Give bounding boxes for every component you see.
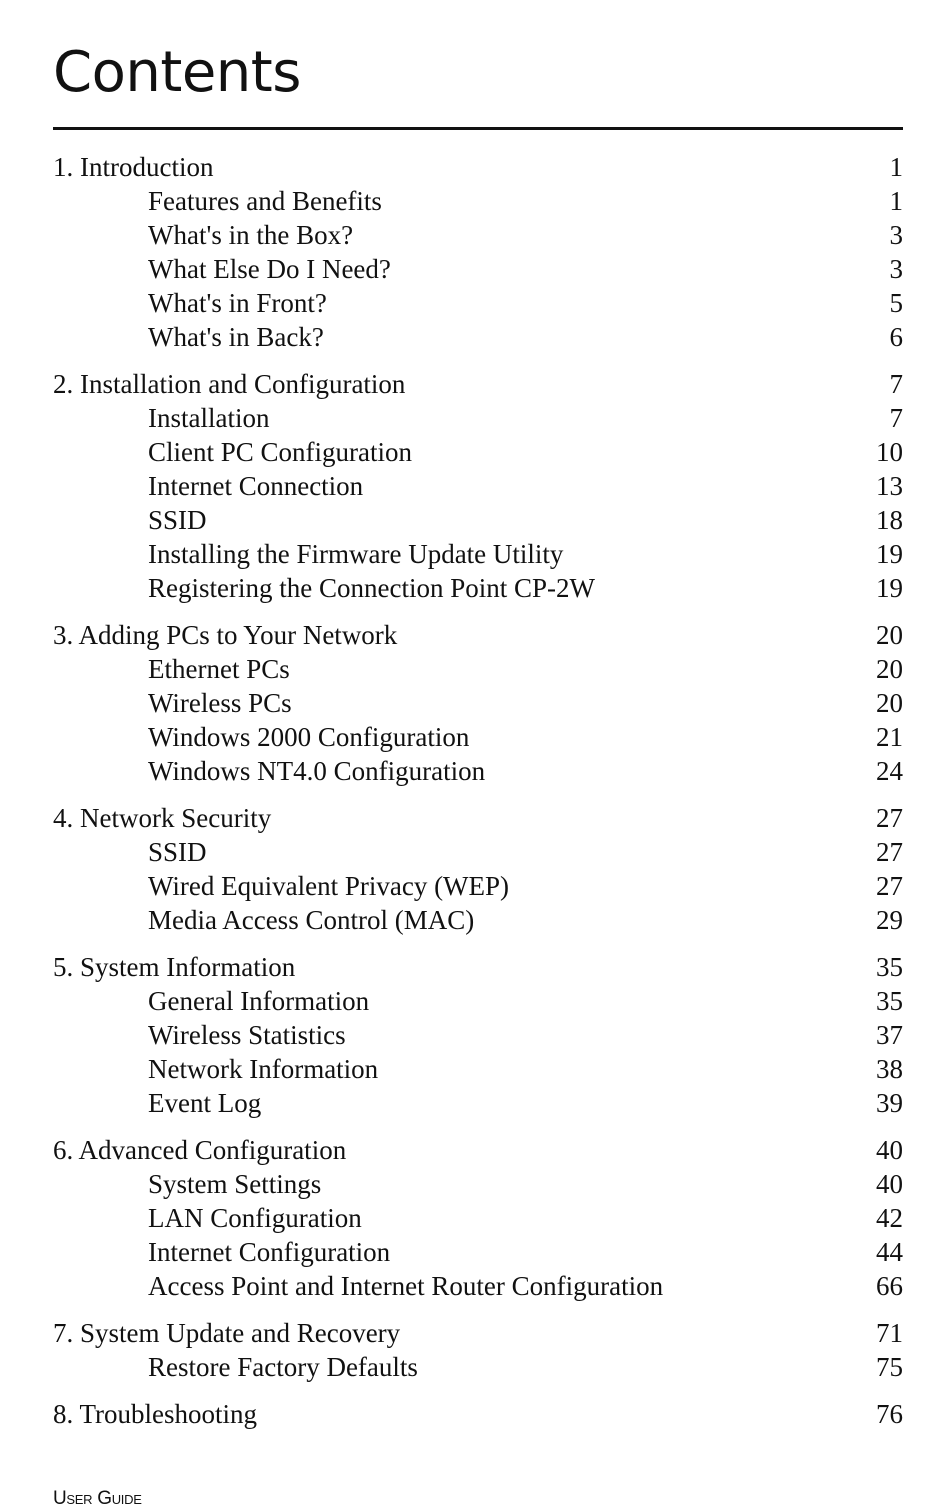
subsection-page-number: 27 [876, 837, 903, 867]
toc-subsection-entry[interactable] [53, 286, 903, 320]
subsection-title: Access Point and Internet Router Configuration [148, 1271, 664, 1301]
toc-subsection-entry[interactable] [53, 1201, 903, 1235]
toc-subsection-entry[interactable] [53, 1052, 903, 1086]
subsection-title: Windows 2000 Configuration [148, 722, 470, 752]
toc-subsection-entry[interactable] [53, 720, 903, 754]
page-footer: User Guide [53, 1488, 142, 1509]
subsection-page-number: 20 [876, 688, 903, 718]
chapter-page-number: 40 [876, 1135, 903, 1165]
subsection-title: Client PC Configuration [148, 437, 413, 467]
chapter-title: 3. Adding PCs to Your Network [53, 620, 398, 650]
toc-chapter-entry[interactable] [53, 1133, 903, 1167]
subsection-page-number: 37 [876, 1020, 903, 1050]
subsection-title: Windows NT4.0 Configuration [148, 756, 486, 786]
subsection-title: SSID [148, 837, 207, 867]
toc-subsection-entry[interactable] [53, 835, 903, 869]
subsection-page-number: 3 [889, 254, 903, 284]
chapter-page-number: 1 [889, 152, 903, 182]
page-title: Contents [53, 40, 301, 105]
toc-subsection-entry[interactable] [53, 1269, 903, 1303]
subsection-page-number: 27 [876, 871, 903, 901]
toc-section [53, 801, 903, 937]
chapter-title: 6. Advanced Configuration [53, 1135, 347, 1165]
subsection-title: LAN Configuration [148, 1203, 362, 1233]
toc-subsection-entry[interactable] [53, 754, 903, 788]
subsection-title: Wired Equivalent Privacy (WEP) [148, 871, 510, 901]
subsection-title: What's in Back? [148, 322, 324, 352]
table-of-contents [53, 150, 903, 1444]
subsection-page-number: 29 [876, 905, 903, 935]
subsection-page-number: 19 [876, 539, 903, 569]
subsection-title: Media Access Control (MAC) [148, 905, 475, 935]
toc-chapter-entry[interactable] [53, 1316, 903, 1350]
toc-subsection-entry[interactable] [53, 903, 903, 937]
subsection-title: Wireless PCs [148, 688, 292, 718]
toc-chapter-entry[interactable] [53, 1397, 903, 1431]
subsection-page-number: 3 [889, 220, 903, 250]
chapter-page-number: 71 [876, 1318, 903, 1348]
toc-subsection-entry[interactable] [53, 1167, 903, 1201]
chapter-page-number: 27 [876, 803, 903, 833]
subsection-page-number: 1 [889, 186, 903, 216]
subsection-title: Installation [148, 403, 270, 433]
toc-subsection-entry[interactable] [53, 537, 903, 571]
toc-subsection-entry[interactable] [53, 984, 903, 1018]
subsection-title: What's in Front? [148, 288, 327, 318]
subsection-title: Internet Connection [148, 471, 364, 501]
subsection-title: Network Information [148, 1054, 379, 1084]
toc-subsection-entry[interactable] [53, 869, 903, 903]
chapter-title: 5. System Information [53, 952, 296, 982]
chapter-title: 2. Installation and Configuration [53, 369, 406, 399]
subsection-page-number: 18 [876, 505, 903, 535]
toc-subsection-entry[interactable] [53, 401, 903, 435]
subsection-title: Features and Benefits [148, 186, 382, 216]
subsection-page-number: 38 [876, 1054, 903, 1084]
chapter-title: 7. System Update and Recovery [53, 1318, 401, 1348]
toc-chapter-entry[interactable] [53, 618, 903, 652]
subsection-page-number: 24 [876, 756, 903, 786]
toc-subsection-entry[interactable] [53, 184, 903, 218]
title-divider [53, 127, 903, 130]
toc-section [53, 1397, 903, 1431]
subsection-title: Internet Configuration [148, 1237, 391, 1267]
toc-section [53, 367, 903, 605]
toc-subsection-entry[interactable] [53, 652, 903, 686]
subsection-page-number: 7 [889, 403, 903, 433]
toc-subsection-entry[interactable] [53, 503, 903, 537]
toc-subsection-entry[interactable] [53, 1086, 903, 1120]
subsection-page-number: 19 [876, 573, 903, 603]
subsection-page-number: 35 [876, 986, 903, 1016]
toc-subsection-entry[interactable] [53, 1235, 903, 1269]
subsection-title: System Settings [148, 1169, 322, 1199]
toc-section [53, 618, 903, 788]
subsection-page-number: 20 [876, 654, 903, 684]
chapter-page-number: 20 [876, 620, 903, 650]
subsection-page-number: 42 [876, 1203, 903, 1233]
subsection-page-number: 40 [876, 1169, 903, 1199]
toc-subsection-entry[interactable] [53, 1350, 903, 1384]
subsection-page-number: 5 [889, 288, 903, 318]
subsection-page-number: 6 [889, 322, 903, 352]
chapter-page-number: 76 [876, 1399, 903, 1429]
toc-chapter-entry[interactable] [53, 150, 903, 184]
subsection-title: Ethernet PCs [148, 654, 290, 684]
chapter-page-number: 7 [889, 369, 903, 399]
chapter-title: 4. Network Security [53, 803, 272, 833]
subsection-page-number: 39 [876, 1088, 903, 1118]
toc-subsection-entry[interactable] [53, 218, 903, 252]
subsection-page-number: 75 [876, 1352, 903, 1382]
toc-section [53, 1133, 903, 1303]
chapter-page-number: 35 [876, 952, 903, 982]
subsection-title: Restore Factory Defaults [148, 1352, 418, 1382]
subsection-title: Registering the Connection Point CP-2W [148, 573, 595, 603]
toc-subsection-entry[interactable] [53, 1018, 903, 1052]
toc-chapter-entry[interactable] [53, 367, 903, 401]
chapter-title: 8. Troubleshooting [53, 1399, 258, 1429]
subsection-title: Wireless Statistics [148, 1020, 346, 1050]
subsection-title: SSID [148, 505, 207, 535]
subsection-title: What Else Do I Need? [148, 254, 391, 284]
toc-subsection-entry[interactable] [53, 320, 903, 354]
subsection-page-number: 10 [876, 437, 903, 467]
subsection-page-number: 66 [876, 1271, 903, 1301]
subsection-page-number: 44 [876, 1237, 903, 1267]
toc-subsection-entry[interactable] [53, 686, 903, 720]
toc-subsection-entry[interactable] [53, 469, 903, 503]
subsection-title: What's in the Box? [148, 220, 354, 250]
toc-section [53, 150, 903, 354]
subsection-title: General Information [148, 986, 370, 1016]
toc-section [53, 1316, 903, 1384]
subsection-page-number: 21 [876, 722, 903, 752]
subsection-title: Installing the Firmware Update Utility [148, 539, 564, 569]
toc-subsection-entry[interactable] [53, 571, 903, 605]
toc-subsection-entry[interactable] [53, 252, 903, 286]
subsection-page-number: 13 [876, 471, 903, 501]
subsection-title: Event Log [148, 1088, 262, 1118]
toc-chapter-entry[interactable] [53, 950, 903, 984]
toc-section [53, 950, 903, 1120]
toc-chapter-entry[interactable] [53, 801, 903, 835]
chapter-title: 1. Introduction [53, 152, 214, 182]
toc-subsection-entry[interactable] [53, 435, 903, 469]
